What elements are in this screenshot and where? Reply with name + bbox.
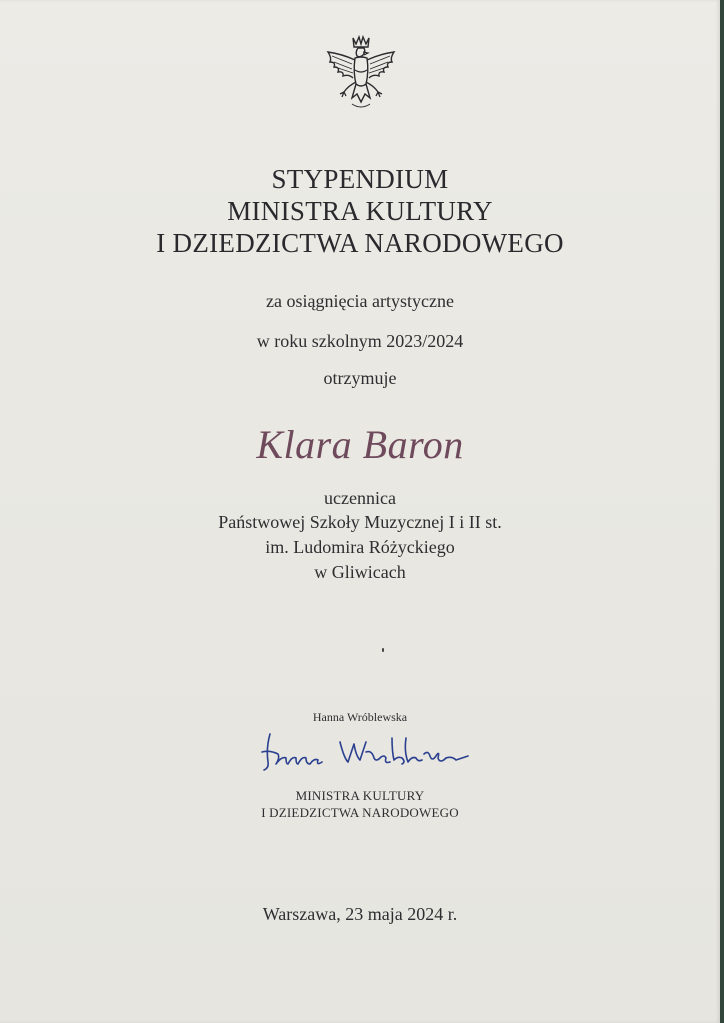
title-line-1: STYPENDIUM: [271, 164, 449, 194]
receives-text: otrzymuje: [323, 368, 397, 388]
school-line-4: w Gliwicach: [314, 562, 406, 582]
signatory-title-line-2: I DZIEDZICTWA NARODOWEGO: [261, 805, 459, 820]
reason-line-2: w roku szkolnym 2023/2024: [256, 331, 464, 351]
school-line-1: uczennica: [324, 488, 396, 508]
title-line-2: MINISTRA KULTURY: [227, 196, 493, 226]
school-line-2: Państwowej Szkoły Muzycznej I i II st.: [218, 512, 502, 532]
ink-mark: [382, 648, 384, 652]
handwritten-signature: [256, 728, 470, 778]
background-edge: [720, 0, 724, 1023]
reason-line-1: za osiągnięcia artystyczne: [266, 291, 454, 311]
polish-eagle-emblem-icon: [322, 34, 400, 116]
place-and-date: Warszawa, 23 maja 2024 r.: [262, 904, 458, 924]
school-line-3: im. Ludomira Różyckiego: [265, 537, 455, 557]
title-line-3: I DZIEDZICTWA NARODOWEGO: [156, 228, 564, 258]
signatory-title-line-1: MINISTRA KULTURY: [295, 788, 425, 803]
recipient-name: Klara Baron: [256, 422, 464, 467]
signatory-name: Hanna Wróblewska: [312, 710, 408, 724]
